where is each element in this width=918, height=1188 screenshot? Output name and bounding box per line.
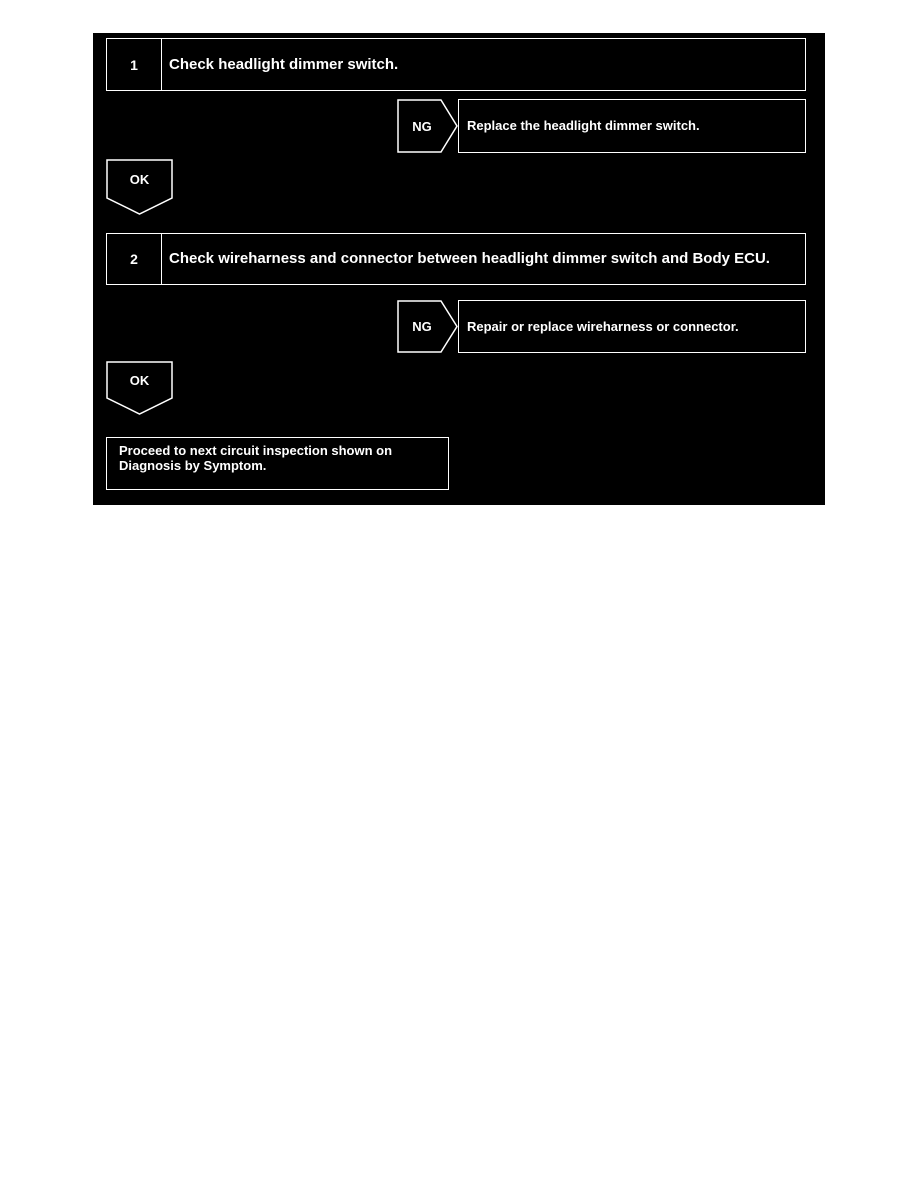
- ng-1-label: NG: [412, 119, 432, 134]
- ng-1-result-box: [458, 99, 806, 153]
- ng-2-label: NG: [412, 319, 432, 334]
- ok-2-label: OK: [129, 373, 150, 388]
- ng-2-result-text: Repair or replace wireharness or connector.: [467, 318, 739, 334]
- ok-1-tag: [106, 159, 173, 215]
- final-text: Proceed to next circuit inspection shown on Diagnosis by Symptom.: [119, 443, 393, 473]
- troubleshooting-flowchart: [93, 33, 825, 505]
- step-2-box: [106, 233, 806, 285]
- step-2-text: Check wireharness and connector between headlight dimmer switch and Body ECU.: [169, 250, 770, 267]
- step-2-number: 2: [107, 234, 162, 284]
- ng-1-result-text: Replace the headlight dimmer switch.: [467, 118, 700, 133]
- ng-2-result-box: [458, 300, 806, 353]
- ok-2-tag: [106, 361, 173, 415]
- ok-1-label: OK: [129, 172, 150, 187]
- step-1-number: 1: [107, 39, 162, 90]
- final-box: [106, 437, 449, 490]
- step-1-text: Check headlight dimmer switch.: [169, 55, 399, 73]
- step-1-box: [106, 38, 806, 91]
